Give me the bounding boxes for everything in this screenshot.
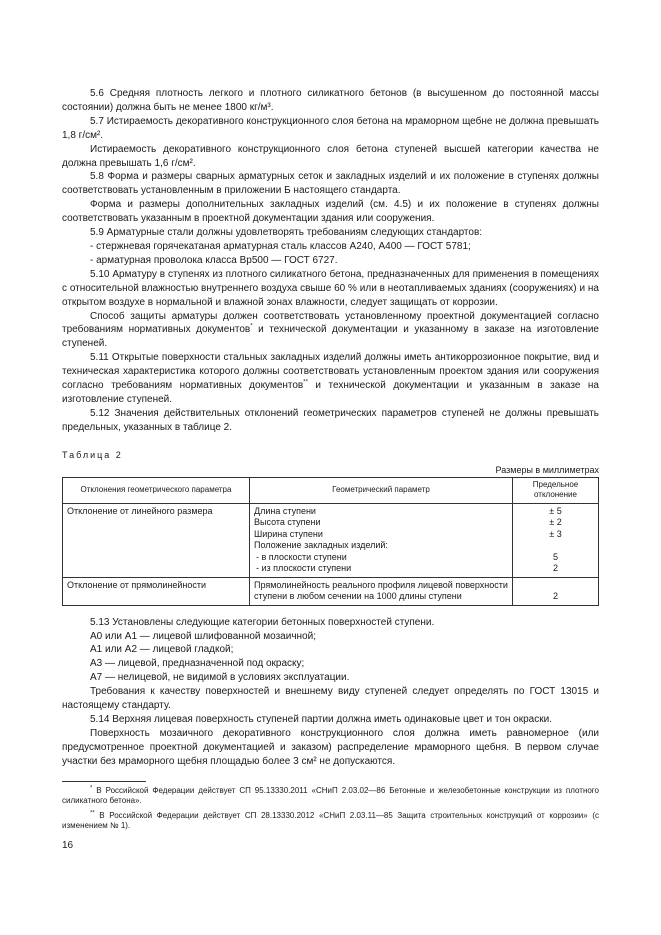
param-width: Ширина ступени xyxy=(254,528,323,539)
footnote-separator xyxy=(62,781,146,782)
value-height: ± 2 xyxy=(549,517,562,528)
category-a7: А7 — нелицевой, не видимой в условиях эксплуатации. xyxy=(90,672,350,684)
paragraph-text: 5.11 Открытые поверхности стальных закладных изделий должны иметь антикоррозионное покрытие, вид и техническая характеристика которого должны соответствовать установленным проектом здания или сооружения согласно требованиям нормативных документов xyxy=(62,352,599,392)
list-item-rod-steel: - стержневая горячекатаная арматурная сталь классов А240, А400 — ГОСТ 5781; xyxy=(90,240,471,252)
paragraph-protection-method xyxy=(62,310,599,352)
table-cell: Прямолинейность реального профиля лицевой поверхности ступени в любом сечении на 1000 длины ступени xyxy=(250,577,513,605)
paragraph-text: и технической документации и указанному в заказе на изготовление ступеней. xyxy=(62,324,599,350)
paragraph-quality-requirements: Требования к качеству поверхностей и внешнему виду ступеней следует определять по ГОСТ 13015 и настоящему стандарту. xyxy=(62,686,599,712)
footnote-1 xyxy=(62,786,599,807)
table-cell xyxy=(513,503,599,577)
param-length: Длина ступени xyxy=(254,505,316,516)
value-length: ± 5 xyxy=(549,505,562,516)
list-item-wire: - арматурная проволока класса Вр500 — ГОСТ 6727. xyxy=(90,254,338,266)
table-header: Геометрический параметр xyxy=(250,477,513,503)
category-a0: А0 или А1 — лицевой шлифованной мозаичной; xyxy=(90,630,316,642)
paragraph-text: Способ защиты арматуры должен соответствовать установленному проектной документацией согласно требованиям нормативных документов xyxy=(62,310,599,336)
table-cell xyxy=(250,503,513,577)
param-height: Высота ступени xyxy=(254,517,321,528)
paragraph-5-6: 5.6 Средняя плотность легкого и плотного силикатного бетонов (в высушенном до постоянной массы состоянии) должна быть не менее 1800 кг/м³. xyxy=(62,88,599,113)
paragraph-5-9: 5.9 Арматурные стали должны удовлетворять требованиям следующих стандартов: xyxy=(90,227,483,239)
value-blank xyxy=(517,540,594,552)
table-header: Предельное отклонение xyxy=(513,477,599,503)
paragraph-5-13: 5.13 Установлены следующие категории бетонных поверхностей ступени. xyxy=(90,616,435,628)
param-in-plane: - в плоскости ступени xyxy=(256,551,347,562)
value-in-plane: 5 xyxy=(552,551,558,562)
table-cell: 2 xyxy=(513,577,599,605)
footnote-text: В Российской Федерации действует СП 95.13330.2011 «СНиП 2.03.02—86 Бетонные и железобетонные конструкции из плотного силикатного бетона». xyxy=(62,785,599,806)
paragraph-5-10: 5.10 Арматуру в ступенях из плотного силикатного бетона, предназначенных для применения в помещениях с относительной влажностью внутреннего воздуха свыше 60 % или в неотапливаемых зданиях (сооружениях) и на открытом воздухе в нормальной и влажной зонах влажности, следует защищать от коррозии. xyxy=(62,268,599,308)
category-a3: А3 — лицевой, предназначенной под окраску; xyxy=(90,658,305,670)
paragraph-5-7: 5.7 Истираемость декоративного конструкционного слоя бетона на мраморном щебне не должна превышать 1,8 г/см². xyxy=(62,115,599,141)
paragraph-5-7-abrasion: Истираемость декоративного конструкционного слоя бетона ступеней высшей категории качества не должна превышать 1,6 г/см². xyxy=(62,143,599,169)
paragraph-5-12: 5.12 Значения действительных отклонений геометрических параметров ступеней не должны превышать предельных, указанных в таблице 2. xyxy=(62,407,599,433)
table-cell: Отклонение от линейного размера xyxy=(63,503,250,577)
paragraph-5-14: 5.14 Верхняя лицевая поверхность ступеней партии должна иметь одинаковые цвет и тон окраски. xyxy=(90,714,552,725)
value-out-of-plane: 2 xyxy=(552,563,558,574)
footnote-text: В Российской Федерации действует СП 28.13330.2012 «СНиП 2.03.11—85 Защита строительных конструкций от коррозии» (с изменением № 1). xyxy=(62,810,599,831)
category-a1: А1 или А2 — лицевой гладкой; xyxy=(90,644,234,656)
footnote-2 xyxy=(62,811,599,832)
paragraph-text: и технической документации и указанным в заказе на изготовление ступеней. xyxy=(62,380,599,405)
value-width: ± 3 xyxy=(549,528,562,539)
table-cell: Отклонение от прямолинейности xyxy=(63,577,250,605)
param-embedded-position: Положение закладных изделий: xyxy=(254,540,388,551)
table-row xyxy=(63,577,599,605)
paragraph-mosaic-surface: Поверхность мозаичного декоративного конструкционного слоя должна иметь равномерное (или предусмотренное проектной документацией и заказом) распределение мраморного щебня. В первом случае участки без мраморного щебня площадью более 3 см² не допускаются. xyxy=(62,727,599,767)
table-caption: Таблица 2 xyxy=(62,449,123,460)
paragraph-5-8-additional: Форма и размеры дополнительных закладных изделий (см. 4.5) и их положение в ступенях должны соответствовать указанным в проектной документации здания или сооружения. xyxy=(62,199,599,225)
footnote-mark: ** xyxy=(90,810,95,817)
footnote-mark: * xyxy=(90,784,93,791)
table-header-row xyxy=(63,477,599,503)
footnote-ref-1: * xyxy=(250,324,253,331)
page-number: 16 xyxy=(62,840,74,851)
tolerance-table xyxy=(62,477,599,606)
footnote-ref-2: ** xyxy=(303,379,308,386)
document-page xyxy=(62,87,599,851)
paragraph-5-8: 5.8 Форма и размеры сварных арматурных сеток и закладных изделий и их положение в ступенях должны соответствовать установленным в приложении Б настоящего стандарта. xyxy=(62,171,599,197)
table-units: Размеры в миллиметрах xyxy=(495,464,599,475)
table-header: Отклонения геометрического параметра xyxy=(63,477,250,503)
param-out-of-plane: - из плоскости ступени xyxy=(256,563,352,574)
paragraph-5-11 xyxy=(62,351,599,407)
table-row xyxy=(63,503,599,577)
